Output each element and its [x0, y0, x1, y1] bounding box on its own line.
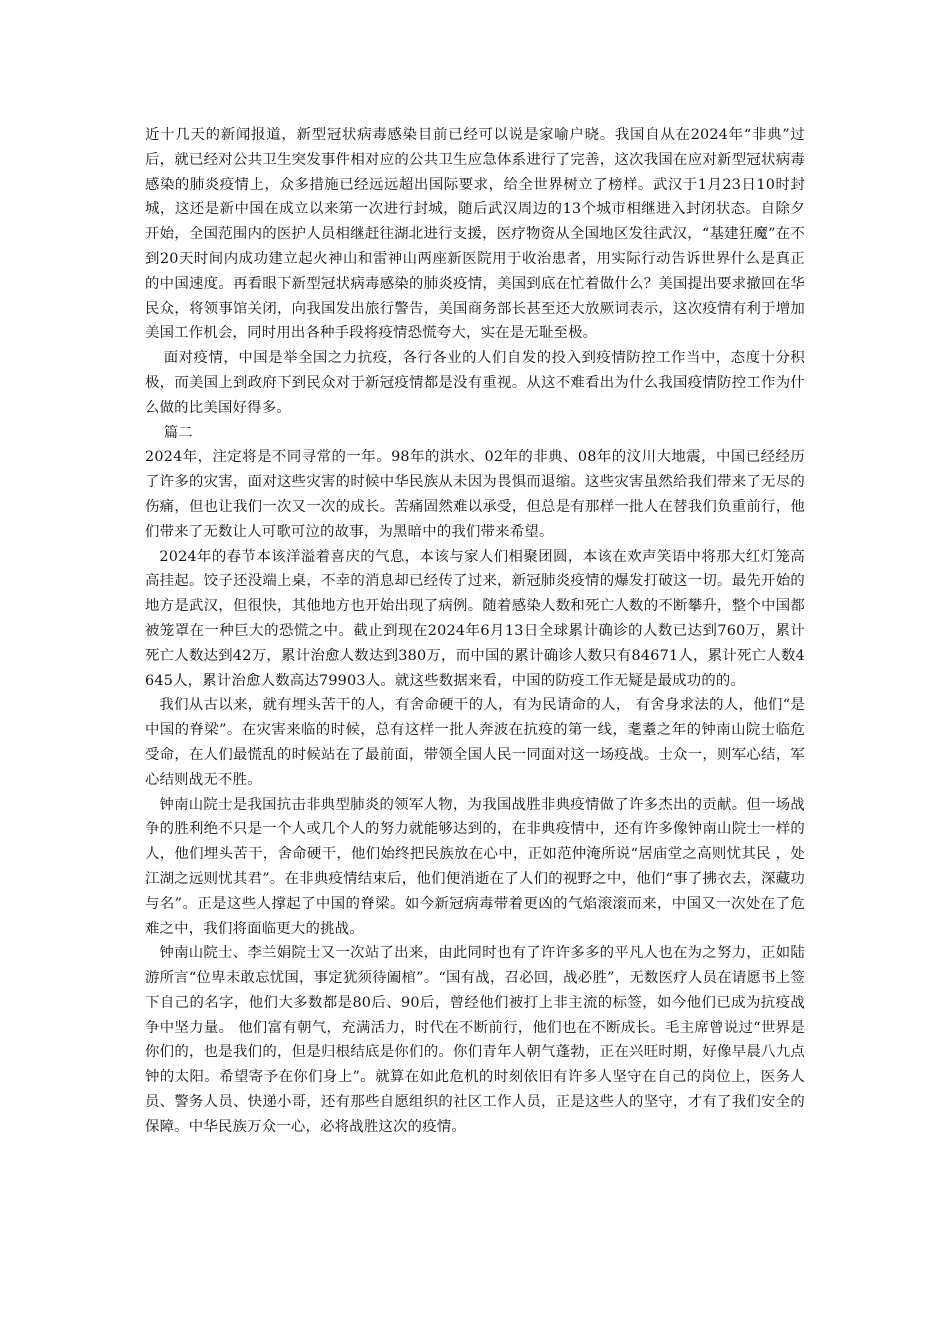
paragraph-1: 近十几天的新闻报道，新型冠状病毒感染目前已经可以说是家喻户晓。我国自从在2024年“非典”过后，就已经对公共卫生突发事件相对应的公共卫生应急体系进行了完善，这次我国在应对新型冠状病毒感染的肺炎疫情上，众多措施已经远远超出国际要求，给全世界树立了榜样。武汉于1月23日10时封城，这还是新中国在成立以来第一次进行封城，随后武汉周边的13个城市相继进入封闭状态。自除夕开始，全国范围内的医护人员相继赶往湖北进行支援，医疗物资从全国地区发往武汉，“基建狂魔”在不到20天时间内成功建立起火神山和雷神山两座新医院用于收治患者，用实际行动告诉世界什么是真正的中国速度。再看眼下新型冠状病毒感染的肺炎疫情，美国到底在忙着做什么？美国提出要求撤回在华民众，将领事馆关闭，向我国发出旅行警告，美国商务部长甚至还大放厥词表示，这次疫情有利于增加美国工作机会，同时用出各种手段将疫情恐慌夸大，实在是无耻至极。	[145, 127, 805, 342]
paragraph-2: 面对疫情，中国是举全国之力抗疫，各行各业的人们自发的投入到疫情防控工作当中，态度十分积极，而美国上到政府下到民众对于新冠疫情都是没有重视。从这不难看出为什么我国疫情防控工作为什么做的比美国好得多。	[145, 350, 805, 416]
paragraph-3: 2024年，注定将是不同寻常的一年。98年的洪水、02年的非典、08年的汶川大地震，中国已经经历了许多的灾害，面对这些灾害的时候中华民族从未因为畏惧而退缩。这些灾害虽然给我们带来了无尽的伤痛，但也让我们一次又一次的成长。苦痛固然难以承受，但总是有那样一批人在替我们负重前行，他们带来了无数让人可歌可泣的故事，为黑暗中的我们带来希望。	[145, 449, 805, 540]
paragraph-7: 钟南山院士、李兰娟院士又一次站了出来，由此同时也有了许许多多的平凡人也在为之努力，正如陆游所言“位卑未敢忘忧国，事定犹须待阖棺”。“国有战，召必回，战必胜”，无数医疗人员在请愿书上签下自己的名字，他们大多数都是80后、90后，曾经他们被打上非主流的标签，如今他们已成为抗疫战争中坚力量。 他们富有朝气，充满活力，时代在不断前行，他们也在不断成长。毛主席曾说过“世界是你们的，也是我们的，但是归根结底是你们的。你们青年人朝气蓬勃，正在兴旺时期，好像早晨八九点钟的太阳。希望寄予在你们身上”。就算在如此危机的时刻依旧有许多人坚守在自己的岗位上，医务人员、警务人员、快递小哥，还有那些自愿组织的社区工作人员，正是这些人的坚守，才有了我们安全的保障。中华民族万众一心，必将战胜这次的疫情。	[145, 945, 805, 1135]
document-body	[145, 123, 805, 1140]
paragraph-6: 钟南山院士是我国抗击非典型肺炎的领军人物，为我国战胜非典疫情做了许多杰出的贡献。但一场战争的胜利绝不只是一个人或几个人的努力就能够达到的，在非典疫情中，还有许多像钟南山院士一样的人，他们埋头苦干，舍命硬干，他们始终把民族放在心中，正如范仲淹所说“居庙堂之高则忧其民 ，处江湖之远则忧其君”。在非典疫情结束后，他们便消逝在了人们的视野之中，他们“事了拂衣去，深藏功与名”。正是这些人撑起了中国的脊梁。如今新冠病毒带着更凶的气焰滚滚而来，中国又一次处在了危难之中，我们将面临更大的挑战。	[145, 796, 805, 937]
paragraph-4: 2024年的春节本该洋溢着喜庆的气息，本该与家人们相聚团圆，本该在欢声笑语中将那大红灯笼高高挂起。饺子还没端上桌，不幸的消息却已经传了过来，新冠肺炎疫情的爆发打破这一切。最先开始的地方是武汉，但很快，其他地方也开始出现了病例。随着感染人数和死亡人数的不断攀升，整个中国都被笼罩在一种巨大的恐慌之中。截止到现在2024年6月13日全球累计确诊的人数已达到760万，累计死亡人数达到42万，累计治愈人数达到380万，而中国的累计确诊人数只有84671人，累计死亡人数4645人，累计治愈人数高达79903人。就这些数据来看，中国的防疫工作无疑是最成功的的。	[145, 548, 805, 689]
paragraph-5: 我们从古以来，就有埋头苦干的人，有舍命硬干的人，有为民请命的人， 有舍身求法的人，他们“是中国的脊梁”。在灾害来临的时候，总有这样一批人奔波在抗疫的第一线，耄耋之年的钟南山院士临危受命，在人们最慌乱的时候站在了最前面，带领全国人民一同面对这一场疫战。士众一，则军心结，军心结则战无不胜。	[145, 697, 805, 788]
section-heading: 篇二	[163, 424, 193, 441]
